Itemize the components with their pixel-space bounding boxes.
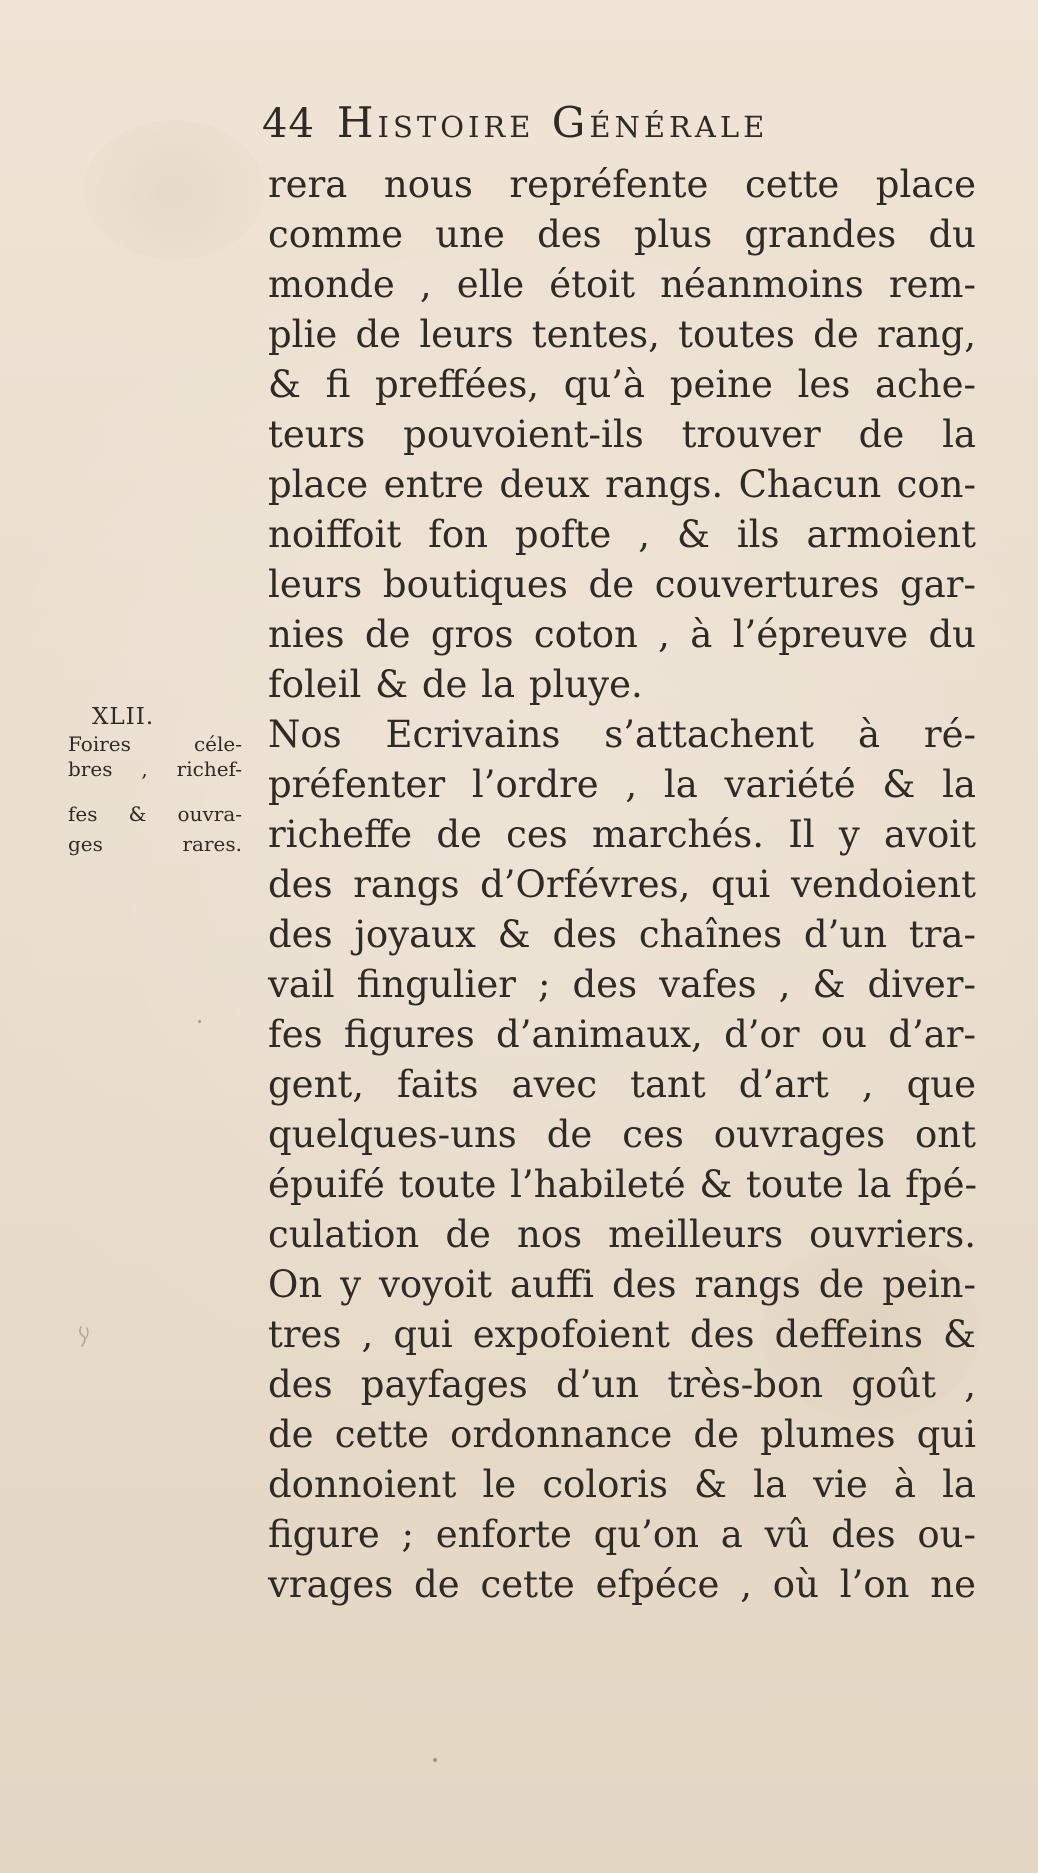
body-line: noiffoit fon pofte , & ils armoient — [268, 513, 976, 556]
paper-speck — [433, 1758, 437, 1762]
body-line: de cette ordonnance de plumes qui — [268, 1413, 976, 1456]
body-line: & fi preffées, qu’à peine les ache- — [268, 363, 976, 406]
body-line: des rangs d’Orfévres, qui vendoient — [268, 863, 976, 906]
body-line: nies de gros coton , à l’épreuve du — [268, 613, 976, 656]
body-line: des joyaux & des chaînes d’un tra- — [268, 913, 976, 956]
paper-speck — [198, 1020, 201, 1023]
body-line: On y voyoit auffi des rangs de pein- — [268, 1263, 976, 1306]
body-line: place entre deux rangs. Chacun con- — [268, 463, 976, 506]
body-line: fes figures d’animaux, d’or ou d’ar- — [268, 1013, 976, 1056]
body-line: tres , qui expofoient des deffeins & — [268, 1313, 976, 1356]
margin-note-line: fes & ouvra- — [68, 802, 242, 826]
body-line: Nos Ecrivains s’attachent à ré- — [268, 713, 976, 756]
body-line: vrages de cette efpéce , où l’on ne — [268, 1563, 976, 1606]
ink-mark-icon — [76, 1324, 94, 1350]
running-title: Histoire Générale — [336, 98, 769, 147]
margin-note-line: ges rares. — [68, 832, 242, 856]
body-line: teurs pouvoient-ils trouver de la — [268, 413, 976, 456]
body-line: préfenter l’ordre , la variété & la — [268, 763, 976, 806]
section-number: XLII. — [92, 704, 155, 730]
page-number: 44 — [262, 101, 315, 147]
body-line: rera nous repréfente cette place — [268, 163, 976, 206]
body-line: plie de leurs tentes, toutes de rang, — [268, 313, 976, 356]
body-line: vail fingulier ; des vafes , & diver- — [268, 963, 976, 1006]
page-header — [262, 98, 769, 147]
body-line: monde , elle étoit néanmoins rem- — [268, 263, 976, 306]
body-line: donnoient le coloris & la vie à la — [268, 1463, 976, 1506]
body-line: comme une des plus grandes du — [268, 213, 976, 256]
body-line: culation de nos meilleurs ouvriers. — [268, 1213, 976, 1256]
body-line: quelques-uns de ces ouvrages ont — [268, 1113, 976, 1156]
margin-note-line: bres , richef- — [68, 757, 242, 781]
body-line: figure ; enforte qu’on a vû des ou- — [268, 1513, 976, 1556]
margin-note-line: Foires céle- — [68, 732, 242, 756]
paper-stain — [84, 120, 264, 260]
body-line: des payfages d’un très-bon goût , — [268, 1363, 976, 1406]
body-line: gent, faits avec tant d’art , que — [268, 1063, 976, 1106]
body-line: leurs boutiques de couvertures gar- — [268, 563, 976, 606]
body-line: épuifé toute l’habileté & toute la fpé- — [268, 1163, 977, 1206]
body-line: richeffe de ces marchés. Il y avoit — [268, 813, 976, 856]
body-line: foleil & de la pluye. — [268, 663, 643, 706]
